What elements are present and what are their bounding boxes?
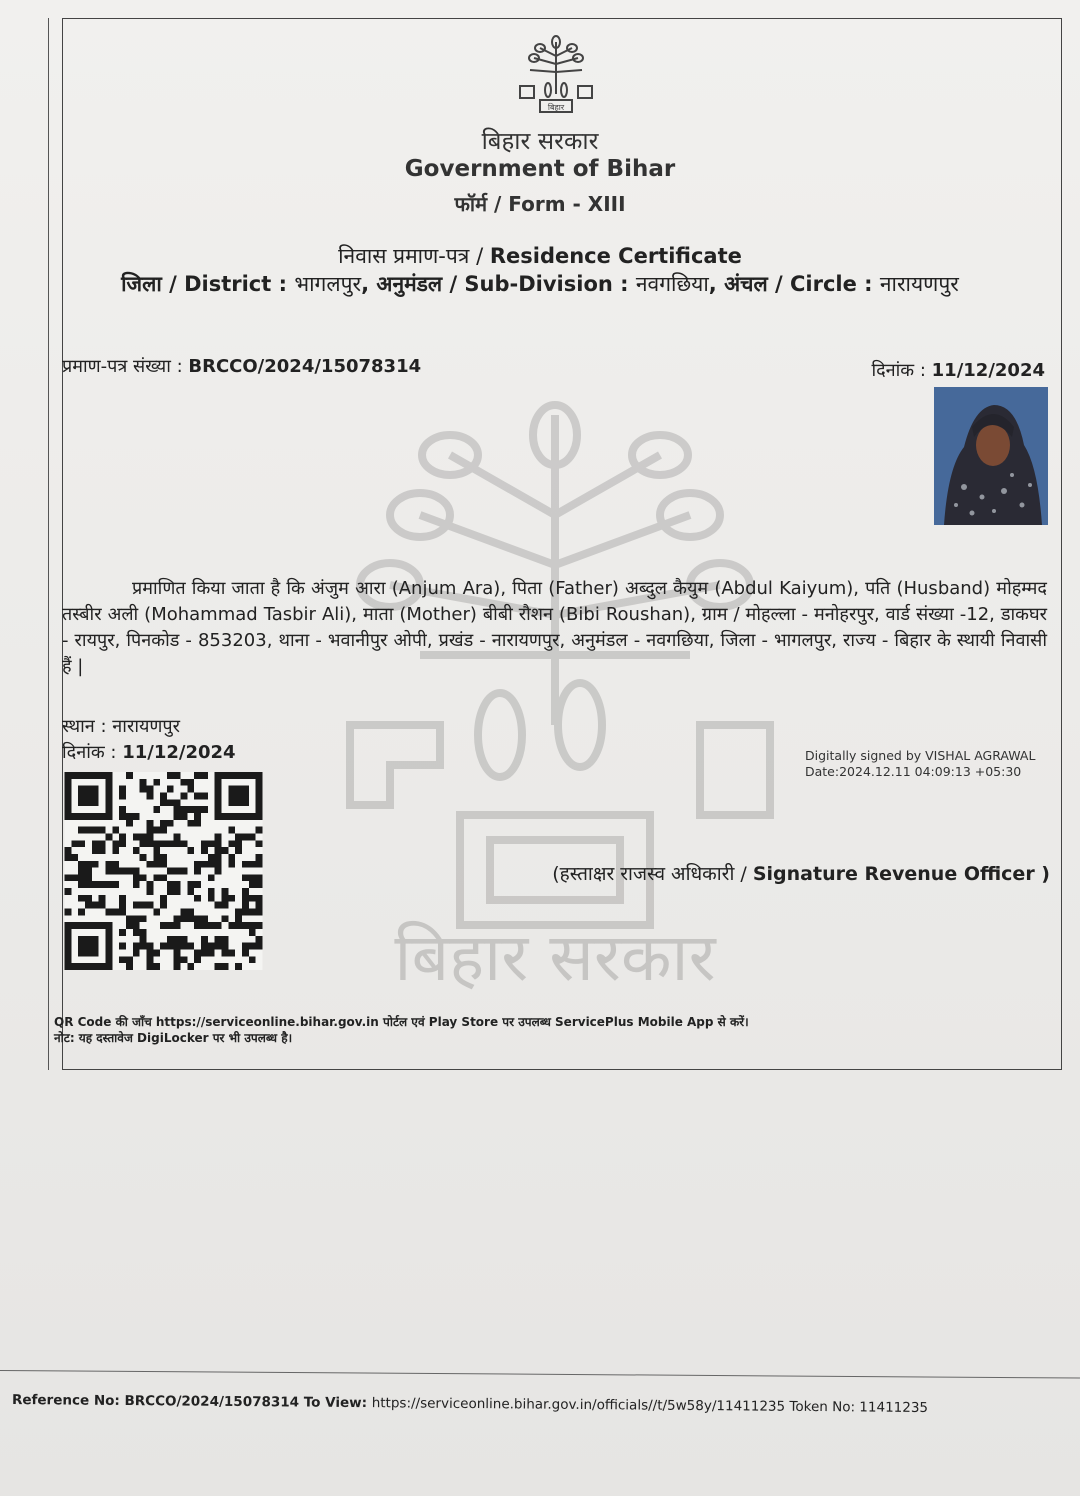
place-line: स्थान : नारायणपुर [62, 716, 181, 737]
certificate-date-value: 11/12/2024 [931, 360, 1045, 381]
bihar-emblem-logo [510, 34, 602, 120]
reference-url[interactable]: https://serviceonline.bihar.gov.in/officials//t/5w58y/11411235 [371, 1395, 786, 1415]
certificate-number [62, 354, 421, 378]
certificate-number-label: प्रमाण-पत्र संख्या : [62, 356, 189, 377]
qr-note-line1: QR Code की जाँच https://serviceonline.bihar.gov.in पोर्टल एवं Play Store पर उपलब्ध ServicePlus Mobile App से करें। [54, 1015, 749, 1029]
emblem-text: बिहार [547, 103, 565, 112]
header-hindi-title: बिहार सरकार [481, 127, 599, 155]
district-label: जिला / District : [121, 272, 295, 296]
signature-caption-english: Signature Revenue Officer ) [752, 863, 1050, 885]
signature-caption [552, 860, 1050, 886]
digital-signature-date: Date:2024.12.11 04:09:13 +05:30 [805, 764, 1022, 779]
jurisdiction-line [0, 270, 1080, 298]
header-government-title: Government of Bihar [404, 156, 676, 182]
footer-date [62, 740, 236, 764]
subdivision-label: , अनुमंडल / Sub-Division : [361, 272, 636, 296]
certificate-number-value: BRCCO/2024/15078314 [188, 356, 422, 377]
signature-caption-hindi: (हस्ताक्षर राजस्व अधिकारी / [552, 863, 753, 885]
circle-value: नारायणपुर [879, 272, 959, 296]
circle-label: , अंचल / Circle : [708, 272, 880, 296]
subdivision-value: नवगछिया [635, 272, 709, 296]
watermark-text: बिहार सरकार [394, 919, 716, 995]
certificate-date [871, 358, 1045, 382]
digital-signature [805, 748, 1035, 780]
watermark-emblem [330, 395, 780, 995]
certificate-title-hindi: निवास प्रमाण-पत्र / [338, 244, 490, 268]
applicant-photo [934, 387, 1048, 525]
reference-label: Reference No: BRCCO/2024/15078314 To View: [11, 1392, 372, 1412]
footer-date-value: 11/12/2024 [122, 742, 236, 763]
certificate-date-label: दिनांक : [871, 360, 932, 381]
footer-date-label: दिनांक : [62, 742, 123, 763]
qr-verification-note [54, 1014, 749, 1046]
certificate-title [0, 242, 1080, 270]
qr-code[interactable] [62, 772, 265, 970]
reference-token: Token No: 11411235 [785, 1398, 929, 1416]
certificate-title-english: Residence Certificate [489, 244, 742, 268]
certificate-body-text: प्रमाणित किया जाता है कि अंजुम आरा (Anjum Ara), पिता (Father) अब्दुल कैयुम (Abdul Kaiyum), पति (Husband) मोहम्मद तस्बीर अली (Mohammad Tasbir Ali), माता (Mother) बीबी रौशन (Bibi Roushan), ग्राम / मोहल्ला - मनोहरपुर, वार्ड संख्या -12, डाकघर - रायपुर, पिनकोड - 853203, थाना - भवानीपुर ओपी, प्रखंड - नारायणपुर, अनुमंडल - नवगछिया, जिला - भागलपुर, राज्य - बिहार के स्थायी निवासी हैं | [62, 578, 1047, 677]
form-label: फॉर्म / Form - XIII [454, 192, 626, 216]
digital-signature-signer: Digitally signed by VISHAL AGRAWAL [805, 748, 1036, 763]
district-value: भागलपुर [294, 272, 362, 296]
qr-note-line2: नोट: यह दस्तावेज DigiLocker पर भी उपलब्ध है। [54, 1031, 293, 1045]
